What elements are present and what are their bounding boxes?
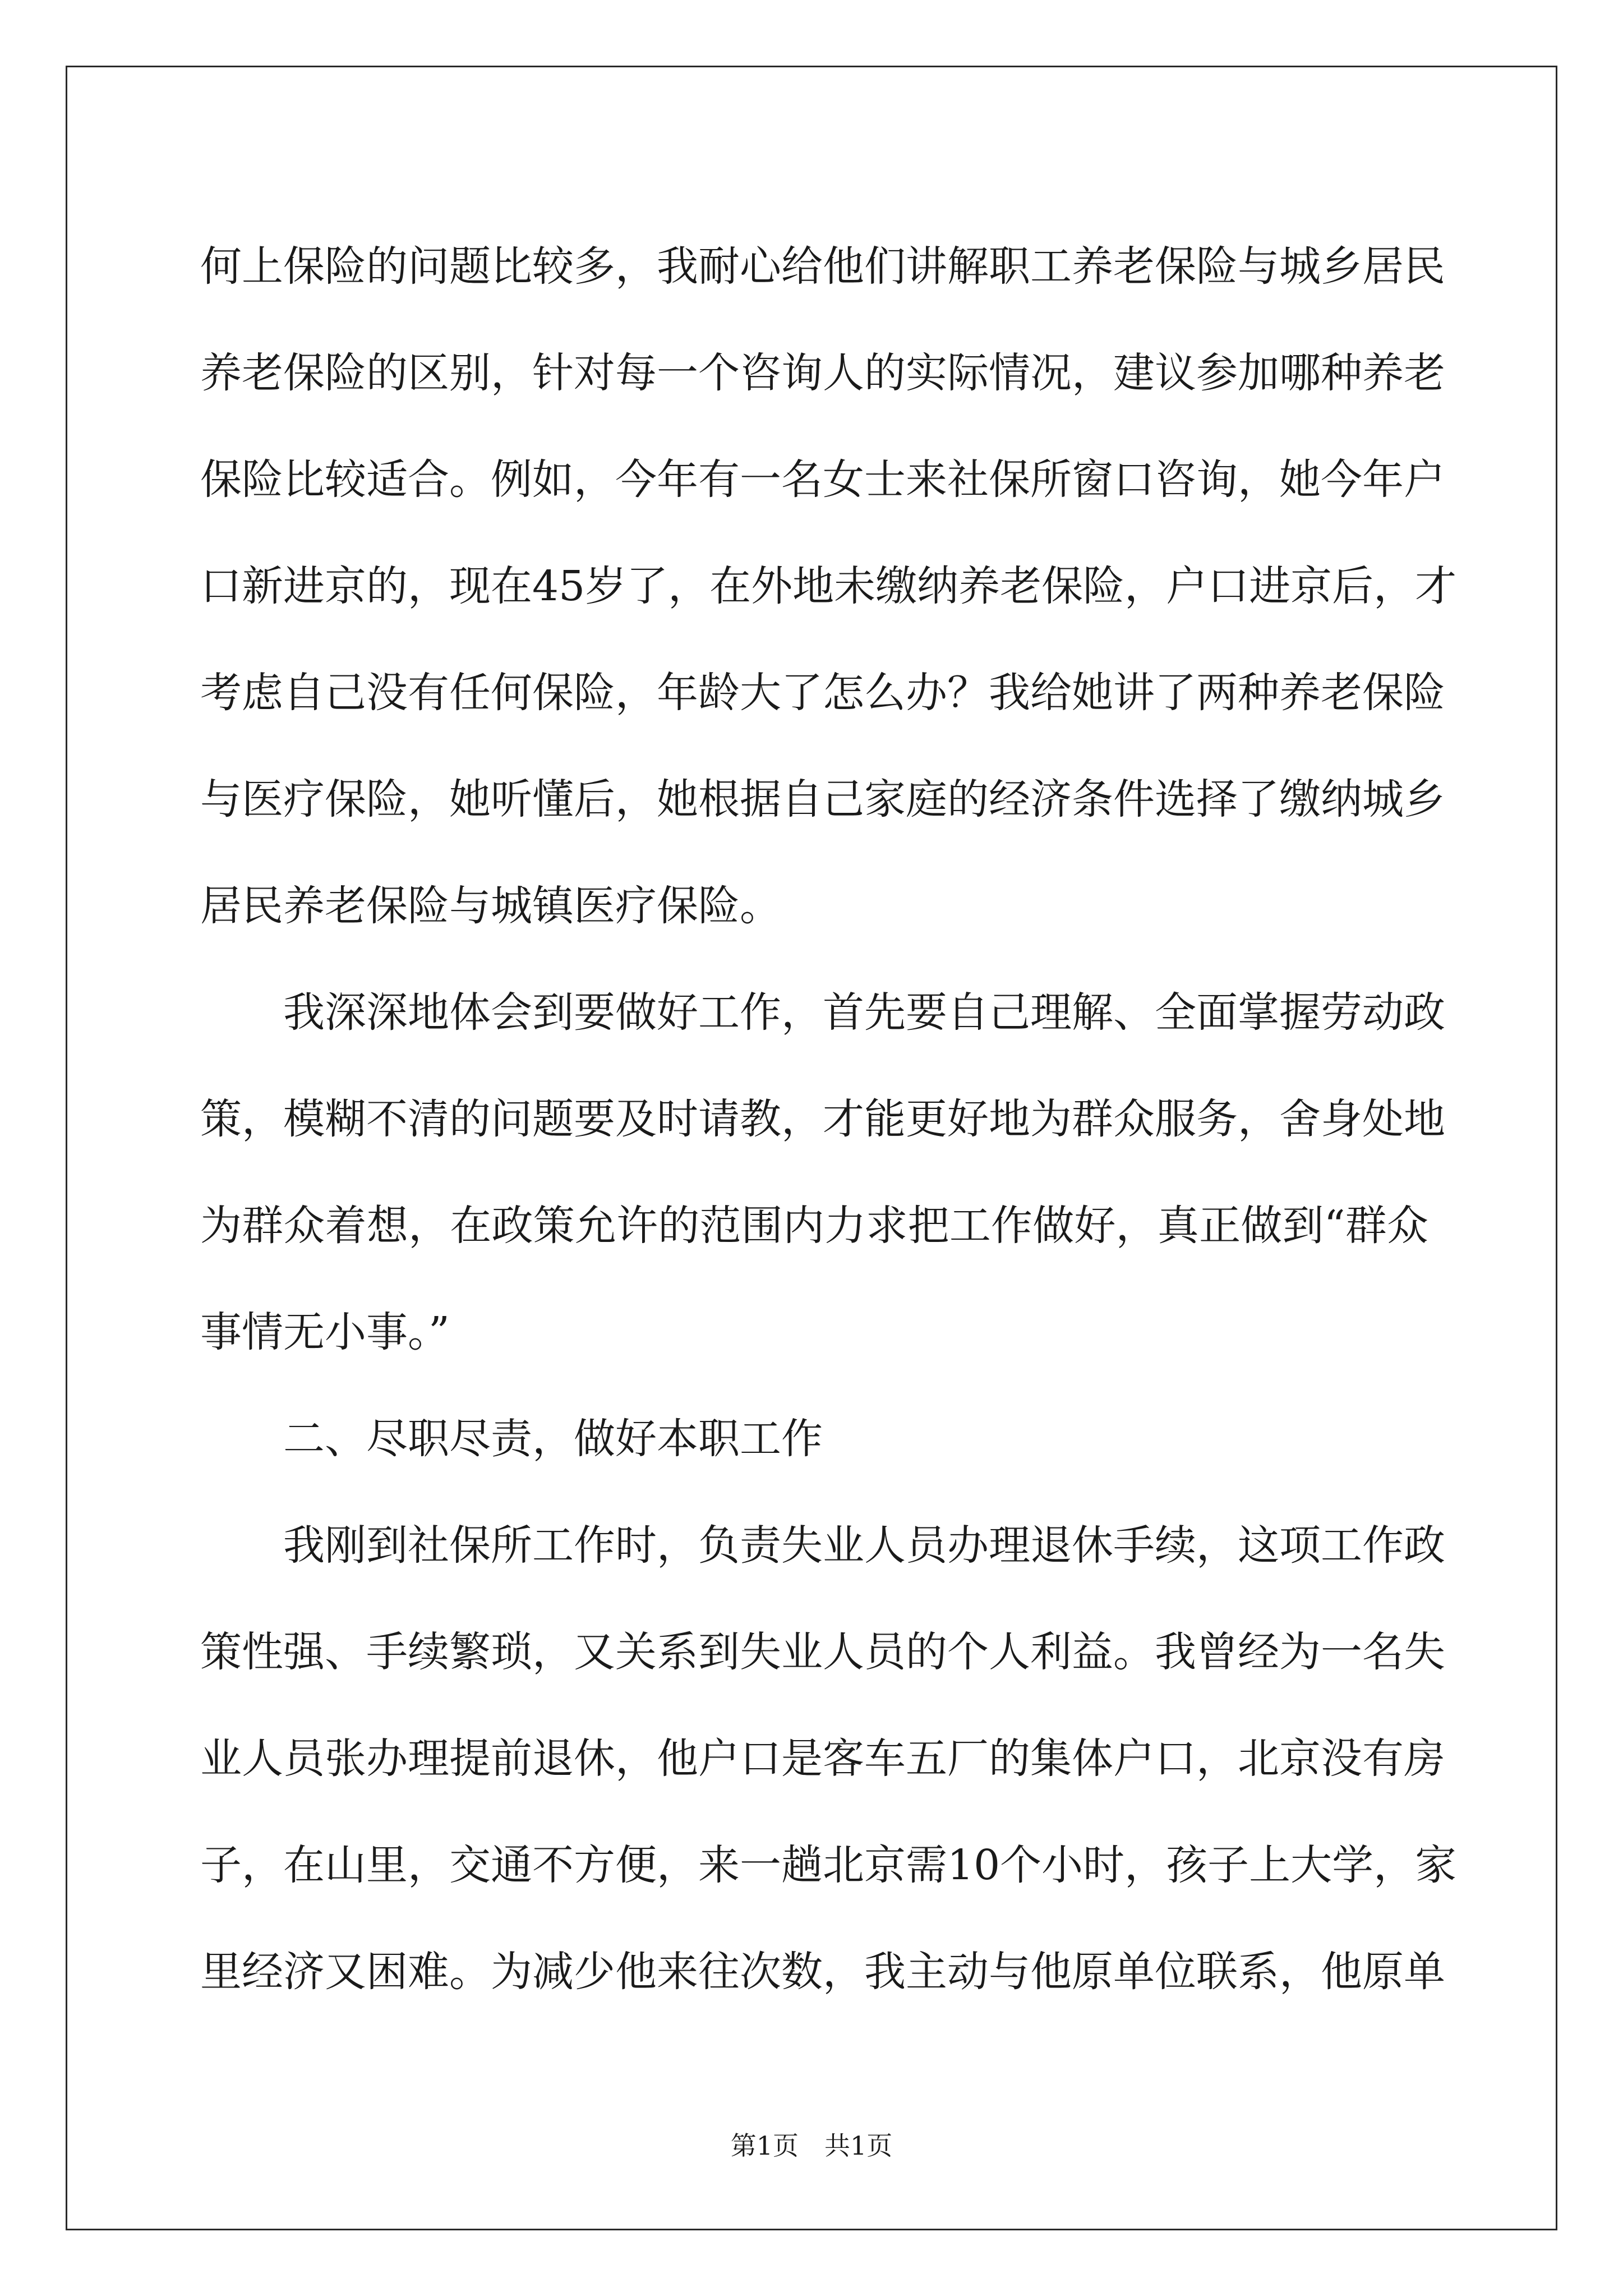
text-line-2: 养老保险的区别，针对每一个咨询人的实际情况，建议参加哪种养老 (200, 349, 1445, 397)
text-line-8: 我深深地体会到要做好工作，首先要自己理解、全面掌握劳动政 (283, 988, 1445, 1037)
page-footer: 第1页 共1页 (730, 2131, 893, 2161)
text-line-15: 业人员张办理提前退休，他户口是客车五厂的集体户口，北京没有房 (200, 1734, 1445, 1783)
text-line-7: 居民养老保险与城镇医疗保险。 (200, 882, 781, 930)
text-line-16: 子，在山里，交通不方便，来一趟北京需10个小时，孩子上大学，家 (200, 1841, 1457, 1889)
text-line-14: 策性强、手续繁琐，又关系到失业人员的个人利益。我曾经为一名失 (200, 1628, 1445, 1676)
text-line-5: 考虑自己没有任何保险，年龄大了怎么办？我给她讲了两种养老保险 (200, 669, 1445, 717)
text-line-10: 为群众着想，在政策允许的范围内力求把工作做好，真正做到“群众 (200, 1202, 1428, 1250)
text-line-6: 与医疗保险，她听懂后，她根据自己家庭的经济条件选择了缴纳城乡 (200, 775, 1445, 823)
text-line-4: 口新进京的，现在45岁了，在外地未缴纳养老保险，户口进京后，才 (200, 562, 1457, 610)
text-line-11: 事情无小事。” (200, 1308, 450, 1356)
section-heading: 二、尽职尽责，做好本职工作 (283, 1415, 823, 1463)
text-line-1: 何上保险的问题比较多，我耐心给他们讲解职工养老保险与城乡居民 (200, 242, 1445, 291)
text-line-17: 里经济又困难。为减少他来往次数，我主动与他原单位联系，他原单 (200, 1948, 1445, 1996)
text-line-9: 策，模糊不清的问题要及时请教，才能更好地为群众服务，舍身处地 (200, 1095, 1445, 1143)
text-line-3: 保险比较适合。例如，今年有一名女士来社保所窗口咨询，她今年户 (200, 455, 1445, 504)
text-line-13: 我刚到社保所工作时，负责失业人员办理退休手续，这项工作政 (283, 1521, 1445, 1570)
document-body (200, 213, 1457, 2025)
